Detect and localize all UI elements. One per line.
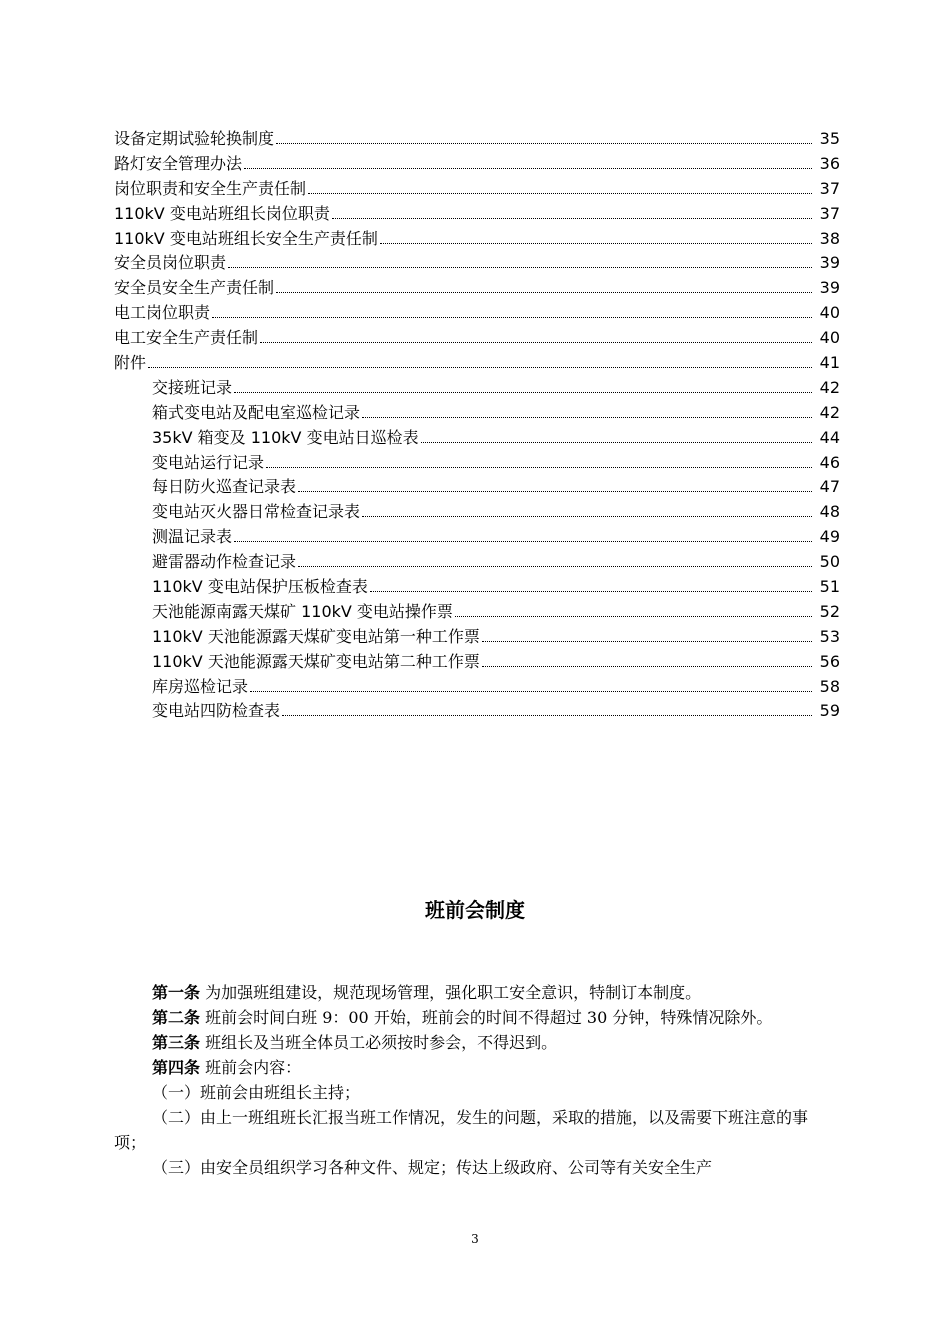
toc-entry[interactable] (114, 499, 840, 524)
toc-entry-page: 49 (819, 527, 840, 547)
toc-entry-page: 56 (819, 651, 840, 671)
toc-entry-title: 交接班记录 (152, 377, 233, 397)
article-label: 第二条 (152, 1008, 201, 1027)
toc-entry-title: 路灯安全管理办法 (114, 153, 243, 173)
toc-entry-page: 58 (819, 676, 840, 696)
toc-entry-title: 变电站灭火器日常检查记录表 (152, 502, 361, 522)
article-text: 为加强班组建设，规范现场管理，强化职工安全意识，特制订本制度。 (205, 983, 702, 1002)
toc-entry-page: 37 (819, 203, 840, 223)
table-of-contents (114, 126, 840, 723)
toc-entry-page: 40 (819, 328, 840, 348)
toc-entry-title: 避雷器动作检查记录 (152, 552, 297, 572)
toc-entry-page: 40 (819, 303, 840, 323)
toc-entry-title: 110kV 变电站保护压板检查表 (152, 577, 368, 597)
toc-entry-title: 变电站运行记录 (152, 452, 265, 472)
toc-entry-page: 36 (819, 153, 840, 173)
toc-entry-page: 39 (819, 253, 840, 273)
toc-entry-title: 天池能源南露天煤矿 110kV 变电站操作票 (152, 601, 453, 621)
toc-leader-dots (228, 267, 812, 268)
toc-leader-dots (455, 616, 812, 617)
article-paragraph (114, 1030, 826, 1055)
toc-entry[interactable] (114, 325, 840, 350)
toc-entry[interactable] (114, 599, 840, 624)
toc-entry[interactable] (114, 649, 840, 674)
toc-entry-title: 设备定期试验轮换制度 (114, 129, 275, 148)
toc-entry[interactable] (114, 524, 840, 549)
section-title: 班前会制度 (425, 898, 525, 922)
toc-entry-title: 110kV 天池能源露天煤矿变电站第二种工作票 (152, 651, 480, 671)
toc-leader-dots (212, 317, 812, 318)
article-paragraph (114, 1155, 826, 1180)
toc-entry-title: 库房巡检记录 (152, 676, 249, 696)
toc-entry-title: 测温记录表 (152, 527, 233, 547)
toc-entry-title: 电工安全生产责任制 (114, 328, 259, 348)
page-number: 3 (471, 1232, 479, 1246)
section-body (114, 980, 826, 1180)
toc-entry-title: 110kV 天池能源露天煤矿变电站第一种工作票 (152, 626, 480, 646)
article-label: 第三条 (152, 1033, 201, 1052)
toc-leader-dots (380, 243, 812, 244)
toc-entry-page: 38 (819, 228, 840, 248)
toc-entry-page: 44 (819, 427, 840, 447)
toc-leader-dots (482, 641, 812, 642)
toc-entry-page: 39 (819, 278, 840, 298)
toc-entry[interactable] (114, 549, 840, 574)
toc-leader-dots (234, 541, 812, 542)
article-text: 班前会内容： (205, 1058, 302, 1077)
toc-entry-title: 箱式变电站及配电室巡检记录 (152, 402, 361, 422)
toc-leader-dots (250, 691, 812, 692)
toc-entry-page: 59 (819, 701, 840, 721)
toc-leader-dots (370, 591, 812, 592)
article-paragraph (114, 980, 826, 1005)
toc-entry[interactable] (114, 176, 840, 201)
toc-entry[interactable] (114, 300, 840, 325)
toc-entry-title: 变电站四防检查表 (152, 701, 281, 721)
article-text: 班组长及当班全体员工必须按时参会，不得迟到。 (205, 1033, 558, 1052)
toc-entry-title: 岗位职责和安全生产责任制 (114, 178, 307, 198)
toc-entry-page: 51 (819, 577, 840, 597)
toc-entry-page: 37 (819, 178, 840, 198)
toc-entry-page: 46 (819, 452, 840, 472)
toc-entry[interactable] (114, 450, 840, 475)
toc-entry-page: 50 (819, 552, 840, 572)
toc-leader-dots (332, 218, 812, 219)
toc-leader-dots (298, 491, 812, 492)
toc-entry-page: 42 (819, 402, 840, 422)
toc-entry-page: 41 (819, 353, 840, 373)
article-paragraph (114, 1055, 826, 1080)
toc-entry-title: 安全员岗位职责 (114, 253, 227, 273)
toc-entry-title: 110kV 变电站班组长岗位职责 (114, 203, 330, 223)
toc-leader-dots (260, 342, 812, 343)
toc-leader-dots (362, 417, 812, 418)
toc-entry-title: 35kV 箱变及 110kV 变电站日巡检表 (152, 427, 419, 447)
toc-leader-dots (308, 193, 812, 194)
toc-entry[interactable] (114, 275, 840, 300)
toc-leader-dots (276, 143, 812, 144)
article-paragraph (114, 1105, 826, 1155)
article-text: （一）班前会由班组长主持； (152, 1083, 361, 1102)
toc-leader-dots (421, 442, 812, 443)
toc-entry-title: 110kV 变电站班组长安全生产责任制 (114, 228, 378, 248)
toc-entry-title: 附件 (114, 353, 147, 373)
toc-entry-title: 安全员安全生产责任制 (114, 278, 275, 298)
toc-leader-dots (482, 666, 812, 667)
toc-entry[interactable] (114, 400, 840, 425)
article-label: 第四条 (152, 1058, 201, 1077)
article-label: 第一条 (152, 983, 201, 1002)
toc-entry[interactable] (114, 250, 840, 275)
toc-entry[interactable] (114, 375, 840, 400)
toc-entry[interactable] (114, 624, 840, 649)
toc-entry-page: 53 (819, 626, 840, 646)
toc-entry[interactable] (114, 674, 840, 699)
toc-entry[interactable] (114, 226, 840, 251)
toc-entry[interactable] (114, 474, 840, 499)
toc-entry[interactable] (114, 126, 840, 151)
toc-entry[interactable] (114, 425, 840, 450)
toc-leader-dots (298, 566, 812, 567)
toc-entry-title: 每日防火巡查记录表 (152, 477, 297, 497)
toc-entry-page: 35 (819, 129, 840, 148)
toc-entry-page: 52 (819, 601, 840, 621)
article-text: 班前会时间白班 9：00 开始，班前会的时间不得超过 30 分钟，特殊情况除外。 (205, 1008, 773, 1027)
toc-leader-dots (362, 516, 812, 517)
toc-entry-page: 48 (819, 502, 840, 522)
toc-entry[interactable] (114, 151, 840, 176)
toc-leader-dots (148, 367, 812, 368)
article-paragraph (114, 1005, 826, 1030)
article-text: （三）由安全员组织学习各种文件、规定；传达上级政府、公司等有关安全生产 (152, 1158, 713, 1177)
article-paragraph (114, 1080, 826, 1105)
toc-entry[interactable] (114, 698, 840, 723)
toc-entry[interactable] (114, 350, 840, 375)
toc-leader-dots (244, 168, 812, 169)
toc-entry-page: 42 (819, 377, 840, 397)
toc-leader-dots (276, 292, 812, 293)
toc-entry[interactable] (114, 574, 840, 599)
toc-leader-dots (282, 715, 812, 716)
toc-entry-title: 电工岗位职责 (114, 303, 211, 323)
toc-leader-dots (266, 467, 812, 468)
toc-entry[interactable] (114, 201, 840, 226)
toc-leader-dots (234, 392, 812, 393)
toc-entry-page: 47 (819, 477, 840, 497)
article-text: （二）由上一班组班长汇报当班工作情况，发生的问题，采取的措施，以及需要下班注意的事项； (114, 1108, 809, 1152)
